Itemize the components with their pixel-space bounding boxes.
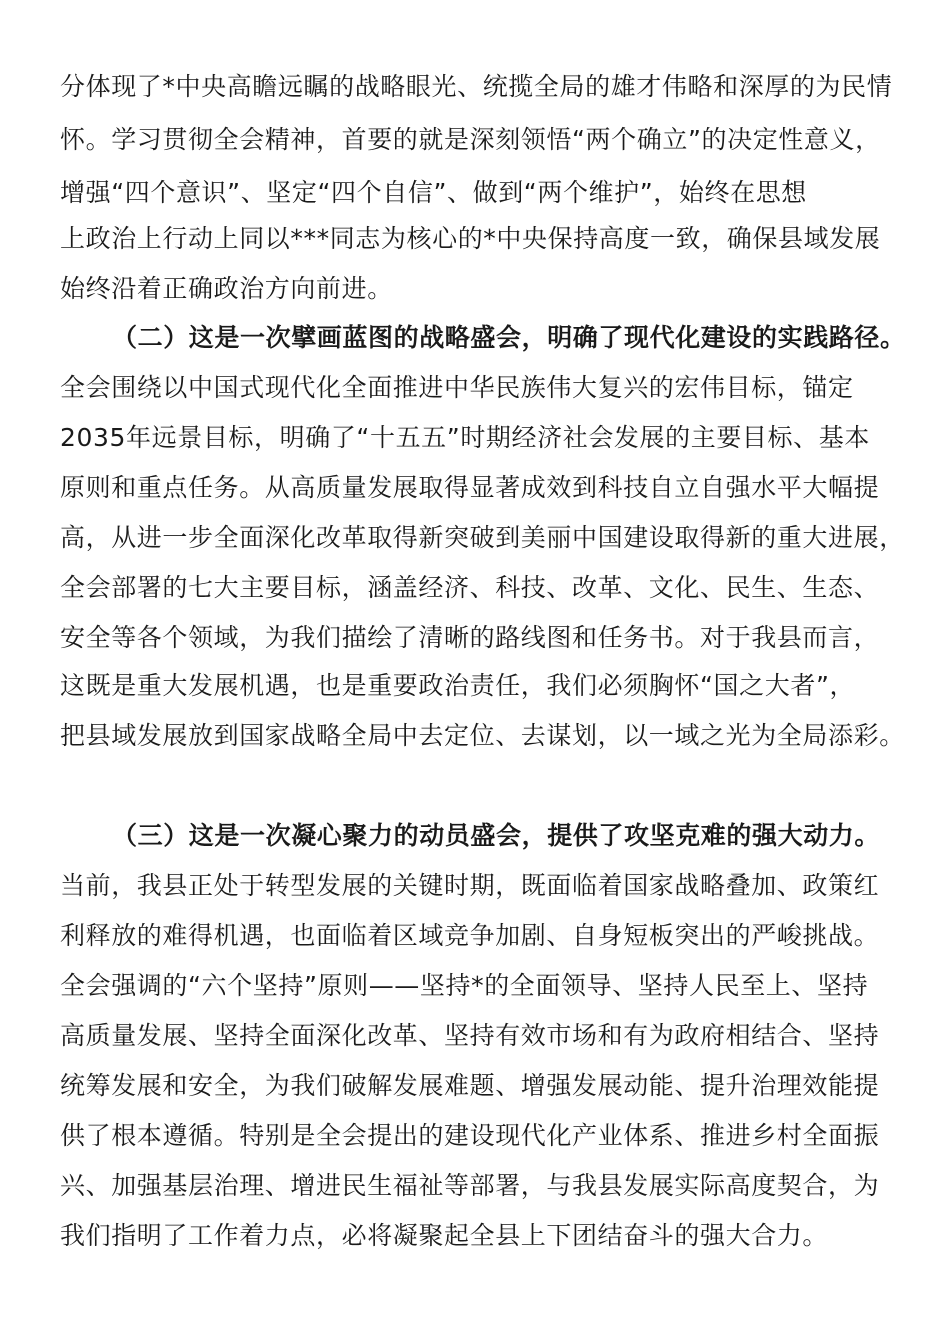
text-line: 上政治上行动上同以***同志为核心的*中央保持高度一致，确保县域发展 xyxy=(60,224,881,253)
text-line: 始终沿着正确政治方向前进。 xyxy=(60,274,393,303)
text-line: 当前，我县正处于转型发展的关键时期，既面临着国家战略叠加、政策红 xyxy=(60,871,880,900)
text-line: 全会围绕以中国式现代化全面推进中华民族伟大复兴的宏伟目标，锚定 xyxy=(60,373,854,402)
text-line: 全会部署的七大主要目标，涵盖经济、科技、改革、文化、民生、生态、 xyxy=(60,573,880,602)
text-line: 供了根本遵循。特别是全会提出的建设现代化产业体系、推进乡村全面振 xyxy=(60,1121,880,1150)
text-line: 安全等各个领域，为我们描绘了清晰的路线图和任务书。对于我县而言， xyxy=(60,623,880,652)
text-line: 这既是重大发展机遇，也是重要政治责任，我们必须胸怀“国之大者”， xyxy=(60,671,856,700)
text-line: 高质量发展、坚持全面深化改革、坚持有效市场和有为政府相结合、坚持 xyxy=(60,1021,880,1050)
text-line: 怀。学习贯彻全会精神，首要的就是深刻领悟“两个确立”的决定性意义， xyxy=(60,125,881,154)
text-line: 兴、加强基层治理、增进民生福祉等部署，与我县发展实际高度契合，为 xyxy=(60,1171,880,1200)
section-heading-2: （二）这是一次擘画蓝图的战略盛会，明确了现代化建设的实践路径。 xyxy=(112,323,906,352)
text-line: 全会强调的“六个坚持”原则——坚持*的全面领导、坚持人民至上、坚持 xyxy=(60,971,869,1000)
text-line: 统筹发展和安全，为我们破解发展难题、增强发展动能、提升治理效能提 xyxy=(60,1071,880,1100)
text-line: 利释放的难得机遇，也面临着区域竞争加剧、自身短板突出的严峻挑战。 xyxy=(60,921,880,950)
section-heading-3: （三）这是一次凝心聚力的动员盛会，提供了攻坚克难的强大动力。 xyxy=(112,821,881,850)
text-line: 高，从进一步全面深化改革取得新突破到美丽中国建设取得新的重大进展， xyxy=(60,523,905,552)
text-line: 2035年远景目标，明确了“十五五”时期经济社会发展的主要目标、基本 xyxy=(60,423,870,452)
text-line: 增强“四个意识”、坚定“四个自信”、做到“两个维护”，始终在思想 xyxy=(60,178,807,207)
text-line: 我们指明了工作着力点，必将凝聚起全县上下团结奋斗的强大合力。 xyxy=(60,1221,829,1250)
text-line: 分体现了*中央高瞻远瞩的战略眼光、统揽全局的雄才伟略和深厚的为民情 xyxy=(60,72,893,101)
text-line: 把县域发展放到国家战略全局中去定位、去谋划，以一域之光为全局添彩。 xyxy=(60,721,905,750)
text-line: 原则和重点任务。从高质量发展取得显著成效到科技自立自强水平大幅提 xyxy=(60,473,880,502)
